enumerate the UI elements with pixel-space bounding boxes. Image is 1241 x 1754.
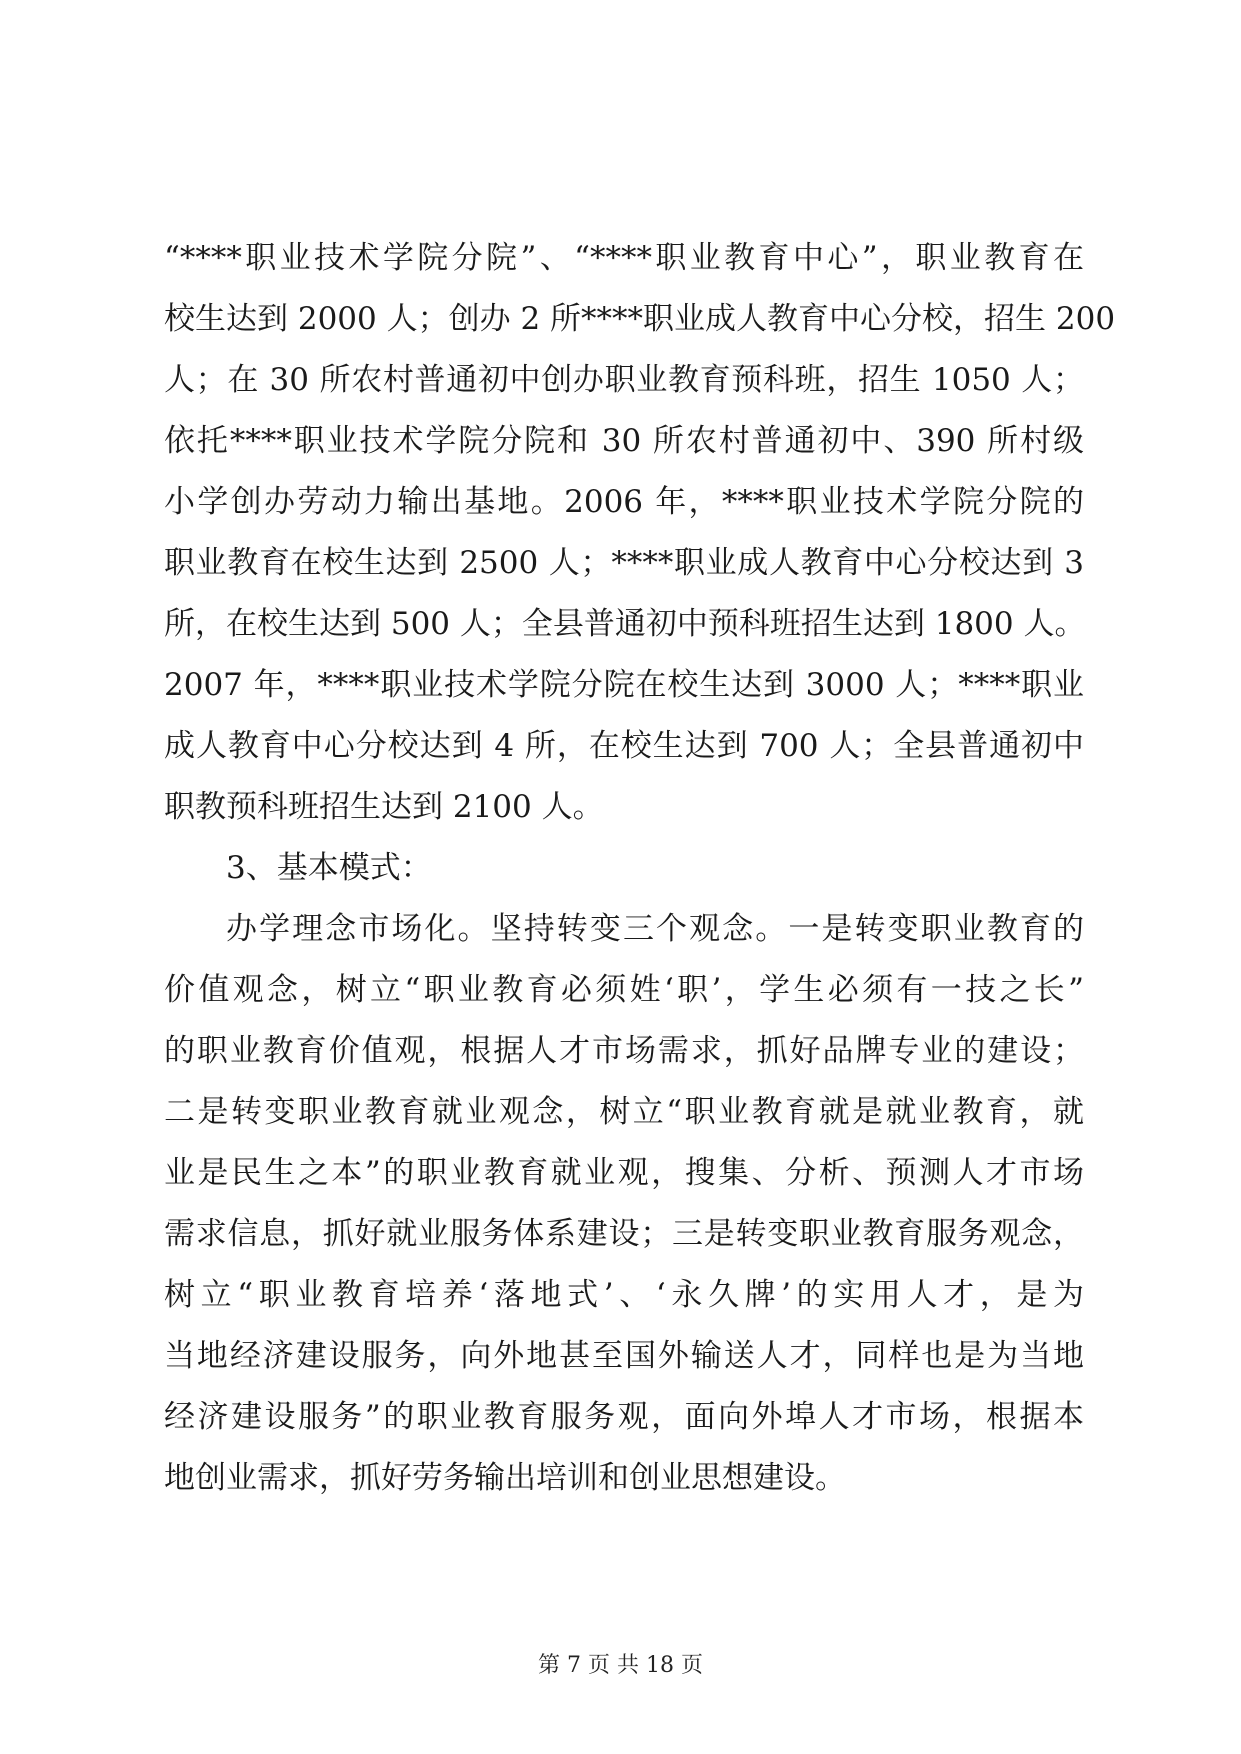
text-line-20: 经济建设服务”的职业教育服务观，面向外埠人才市场，根据本 — [164, 1399, 1084, 1435]
section-heading: 3、基本模式： — [226, 850, 432, 886]
text-line-3: 人；在 30 所农村普通初中创办职业教育预科班，招生 1050 人； — [164, 362, 1084, 398]
text-line-5: 小学创办劳动力输出基地。2006 年，****职业技术学院分院的 — [164, 484, 1084, 520]
text-line-9: 成人教育中心分校达到 4 所，在校生达到 700 人；全县普通初中 — [164, 728, 1084, 764]
text-line-6: 职业教育在校生达到 2500 人；****职业成人教育中心分校达到 3 — [164, 545, 1084, 581]
text-line-14: 的职业教育价值观，根据人才市场需求，抓好品牌专业的建设； — [164, 1033, 1084, 1069]
text-line-15: 二是转变职业教育就业观念，树立“职业教育就是就业教育，就 — [164, 1094, 1084, 1130]
text-line-4: 依托****职业技术学院分院和 30 所农村普通初中、390 所村级 — [164, 423, 1084, 459]
text-line-8: 2007 年，****职业技术学院分院在校生达到 3000 人；****职业 — [164, 667, 1084, 703]
text-line-16: 业是民生之本”的职业教育就业观，搜集、分析、预测人才市场 — [164, 1155, 1084, 1191]
text-line-7: 所，在校生达到 500 人；全县普通初中预科班招生达到 1800 人。 — [164, 606, 1086, 642]
text-line-17: 需求信息，抓好就业服务体系建设；三是转变职业教育服务观念， — [164, 1216, 1084, 1252]
text-line-2: 校生达到 2000 人；创办 2 所****职业成人教育中心分校，招生 200 — [164, 301, 1116, 337]
text-line-10: 职教预科班招生达到 2100 人。 — [164, 789, 604, 825]
text-line-21: 地创业需求，抓好劳务输出培训和创业思想建设。 — [164, 1460, 846, 1496]
text-line-1: “****职业技术学院分院”、“****职业教育中心”，职业教育在 — [164, 240, 1084, 276]
page-number-footer: 第 7 页 共 18 页 — [538, 1653, 703, 1678]
text-line-18: 树立“职业教育培养‘落地式’、‘永久牌’的实用人才，是为 — [164, 1277, 1084, 1313]
paragraph-first-line: 办学理念市场化。坚持转变三个观念。一是转变职业教育的 — [226, 911, 1084, 947]
text-line-13: 价值观念，树立“职业教育必须姓‘职’，学生必须有一技之长” — [164, 972, 1084, 1008]
text-line-19: 当地经济建设服务，向外地甚至国外输送人才，同样也是为当地 — [164, 1338, 1084, 1374]
